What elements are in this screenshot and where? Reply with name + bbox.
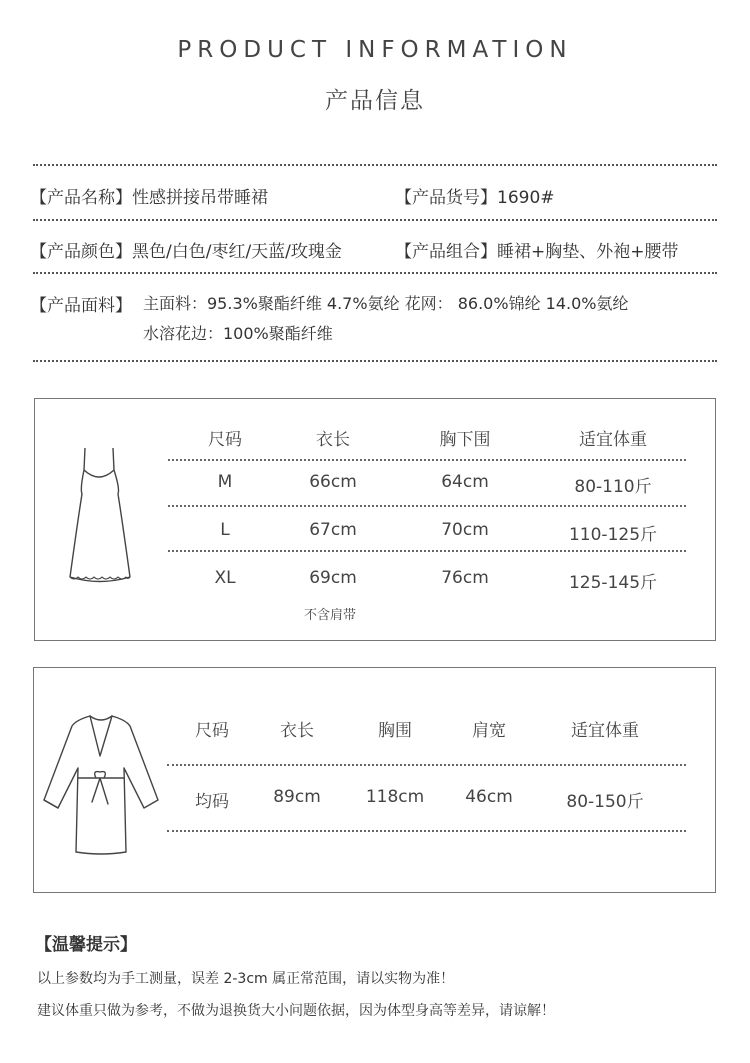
- table1-header-underbust: 胸下围: [439, 430, 491, 450]
- robe-icon: [42, 712, 160, 856]
- product-fabric-label: 【产品面料】: [30, 296, 132, 316]
- product-color-row: [30, 237, 342, 262]
- table2-cell: 均码: [195, 792, 229, 812]
- tips-heading: 【温馨提示】: [35, 935, 137, 955]
- divider: [33, 272, 717, 274]
- table1-cell: 110-125斤: [568, 525, 658, 545]
- table2-header-length: 衣长: [280, 721, 314, 741]
- product-sku-label: 【产品货号】: [395, 188, 497, 208]
- table1-cell: 67cm: [309, 520, 357, 540]
- divider: [33, 219, 717, 221]
- table1-header-size: 尺码: [208, 430, 242, 450]
- table1-cell: 66cm: [309, 472, 357, 492]
- product-combo-row: [395, 237, 679, 262]
- table2-header-weight: 适宜体重: [571, 721, 639, 741]
- table1-cell: 64cm: [441, 472, 489, 492]
- table2-cell: 89cm: [273, 787, 321, 807]
- table1-cell: 76cm: [441, 568, 489, 588]
- tips-line-1: 以上参数均为手工测量，误差 2-3cm 属正常范围，请以实物为准！: [37, 971, 455, 987]
- product-combo-label: 【产品组合】: [395, 242, 497, 262]
- product-fabric-line2: 水溶花边：100%聚酯纤维: [143, 324, 333, 343]
- product-sku-value: 1690#: [497, 188, 555, 208]
- product-name-label: 【产品名称】: [30, 188, 132, 208]
- table2-header-size: 尺码: [195, 721, 229, 741]
- divider: [33, 360, 717, 362]
- table2-cell: 80-150斤: [566, 792, 644, 812]
- divider: [168, 459, 686, 461]
- product-name-value: 性感拼接吊带睡裙: [132, 188, 268, 208]
- divider: [168, 505, 686, 507]
- product-sku-row: [395, 183, 555, 208]
- product-name-row: [30, 183, 268, 208]
- slip-dress-icon: [62, 444, 138, 586]
- table1-cell: 80-110斤: [574, 477, 652, 497]
- table1-cell: 70cm: [441, 520, 489, 540]
- product-color-value: 黑色/白色/枣红/天蓝/玫瑰金: [132, 242, 342, 262]
- table1-cell: L: [220, 520, 230, 540]
- title-chinese: 产品信息: [325, 88, 425, 114]
- divider: [168, 550, 686, 552]
- table2-header-shoulder: 肩宽: [472, 721, 506, 741]
- table2-cell: 118cm: [365, 787, 425, 807]
- table2-header-chest: 胸围: [378, 721, 412, 741]
- product-color-label: 【产品颜色】: [30, 242, 132, 262]
- table1-cell: 69cm: [309, 568, 357, 588]
- title-english: PRODUCT INFORMATION: [177, 37, 573, 63]
- product-fabric-line1: 主面料：95.3%聚酯纤维 4.7%氨纶 花网： 86.0%锦纶 14.0%氨纶: [143, 294, 629, 313]
- table1-header-weight: 适宜体重: [579, 430, 647, 450]
- table2-cell: 46cm: [465, 787, 513, 807]
- table1-note: 不含肩带: [304, 608, 357, 623]
- table1-cell: M: [217, 472, 233, 492]
- product-combo-value: 睡裙+胸垫、外袍+腰带: [497, 242, 679, 262]
- divider: [167, 830, 686, 832]
- divider: [167, 764, 686, 766]
- table1-cell: XL: [214, 568, 236, 588]
- tips-line-2: 建议体重只做为参考，不做为退换货大小问题依据，因为体型身高等差异，请谅解！: [37, 1003, 555, 1019]
- divider: [33, 164, 717, 166]
- table1-header-length: 衣长: [316, 430, 350, 450]
- table1-cell: 125-145斤: [568, 573, 658, 593]
